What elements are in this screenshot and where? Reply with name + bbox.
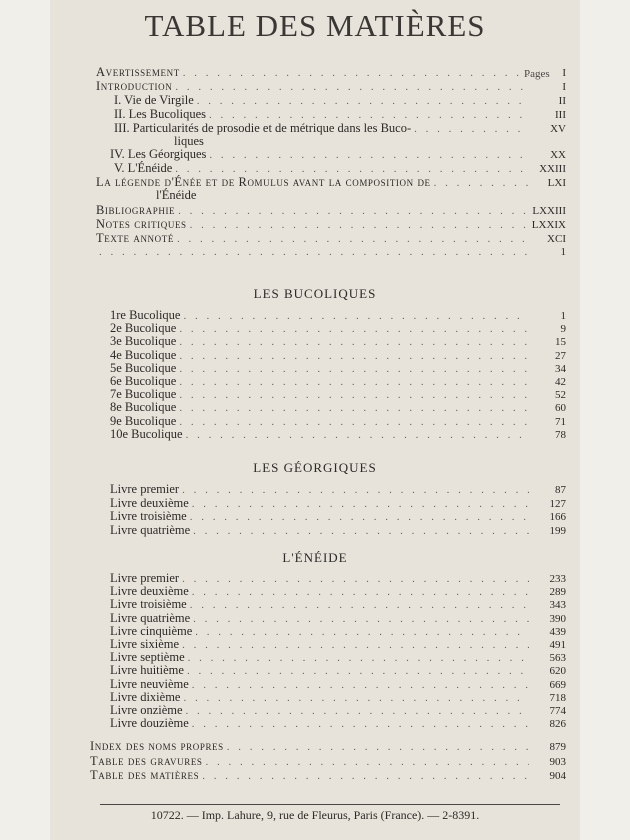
- eneide-entry-page-number: 774: [549, 705, 566, 717]
- front-entry-page-number: XV: [550, 123, 566, 135]
- bucolique-entry-row: [110, 375, 566, 389]
- front-entry-row: [96, 66, 566, 80]
- dot-leader: [197, 95, 529, 108]
- bucolique-entry-row: [110, 335, 566, 349]
- section-heading-bucoliques: LES BUCOLIQUES: [253, 286, 377, 301]
- section-heading-georgiques: LES GÉORGIQUES: [253, 460, 377, 475]
- dot-leader: [190, 511, 529, 524]
- front-entry-label: Bibliographie: [96, 203, 176, 217]
- eneide-entry-page-number: 289: [549, 586, 566, 599]
- bucolique-entry-label: 9e Bucolique: [110, 413, 177, 428]
- eneide-entry-label: Livre septième: [110, 650, 185, 665]
- back-entry-label: Table des gravures: [90, 754, 203, 768]
- georgique-entry-label: Livre quatrième: [110, 522, 191, 537]
- bucolique-entry-row: [110, 388, 566, 402]
- front-entry-page-number: XCI: [547, 233, 566, 245]
- back-entry-label: Table des matières: [90, 768, 200, 782]
- georgique-entry-page-number: 127: [549, 497, 566, 510]
- front-entry-page-number: 1: [560, 246, 566, 258]
- back-entry-page-number: 904: [549, 770, 566, 782]
- front-entry-row: [96, 232, 566, 246]
- bucolique-entry-row: [110, 428, 566, 442]
- back-entry-page-number: 879: [549, 741, 566, 753]
- bucolique-entry-label: 3e Bucolique: [110, 334, 177, 349]
- front-entry-page-number: I: [562, 67, 566, 79]
- eneide-entry-label: Livre dixième: [110, 689, 181, 704]
- dot-leader: [195, 626, 529, 639]
- eneide-entry-label: Livre onzième: [110, 703, 183, 717]
- dot-leader: [179, 376, 529, 389]
- front-entry-page-number: LXXIII: [532, 205, 566, 217]
- dot-leader: [182, 484, 529, 497]
- dot-leader: [192, 498, 529, 511]
- eneide-entry-label: Livre quatrième: [110, 610, 191, 625]
- front-entry-label: Notes critiques: [96, 217, 187, 231]
- front-entry-row: [114, 162, 566, 176]
- dot-leader: [192, 718, 529, 731]
- pages-column-label: Pages: [524, 68, 550, 80]
- page-title: TABLE DES MATIÈRES: [144, 8, 486, 43]
- back-entry-label: Index des noms propres: [90, 739, 224, 753]
- dot-leader: [179, 363, 529, 376]
- front-entry-label: La légende d'Énée et de Romulus avant la composition de: [96, 175, 431, 189]
- eneide-entry-page-number: 491: [549, 639, 566, 651]
- dot-leader: [434, 177, 529, 190]
- front-entry-label: I. Vie de Virgile: [114, 93, 194, 107]
- front-entry-row: [96, 80, 566, 94]
- dot-leader: [227, 741, 529, 754]
- printer-footer: 10722. — Imp. Lahure, 9, rue de Fleurus, Paris (France). — 2-8391.: [150, 808, 480, 822]
- front-entry-page-number: III: [555, 109, 566, 121]
- eneide-entry-page-number: 343: [549, 599, 566, 612]
- dot-leader: [414, 123, 529, 136]
- georgique-entry-row: [110, 510, 566, 524]
- front-entry-page-number: II: [558, 95, 566, 107]
- bucolique-entry-label: 5e Bucolique: [110, 360, 177, 375]
- eneide-entry-label: Livre troisième: [110, 597, 187, 612]
- dot-leader: [179, 416, 529, 429]
- bucolique-entry-row: [110, 349, 566, 363]
- eneide-entry-page-number: 620: [549, 665, 566, 678]
- dot-leader: [193, 613, 529, 626]
- front-entry-page-number: XX: [550, 149, 566, 161]
- dot-leader: [192, 586, 529, 599]
- bucolique-entry-label: 10e Bucolique: [110, 426, 183, 441]
- front-entry-label: Introduction: [96, 79, 173, 93]
- front-entry-continuation: liques: [174, 134, 204, 148]
- eneide-entry-page-number: 233: [549, 573, 566, 585]
- back-entry-row: [90, 755, 566, 769]
- georgique-entry-page-number: 87: [555, 484, 566, 496]
- dot-leader: [177, 233, 529, 246]
- bucolique-entry-page-number: 9: [560, 323, 566, 336]
- eneide-entry-label: Livre neuvième: [110, 676, 189, 691]
- georgique-entry-label: Livre deuxième: [110, 495, 189, 510]
- dot-leader: [179, 402, 529, 415]
- front-entry-label: Texte annoté: [96, 231, 174, 245]
- dot-leader: [192, 679, 529, 692]
- book-page: [50, 0, 580, 840]
- front-entry-label: Avertissement: [96, 65, 180, 79]
- dot-leader: [183, 692, 529, 705]
- front-entry-row: [96, 218, 566, 232]
- eneide-entry-page-number: 439: [549, 625, 566, 638]
- front-entry-row: [114, 108, 566, 122]
- back-entry-row: [90, 740, 566, 754]
- eneide-entry-page-number: 669: [549, 678, 566, 691]
- bucolique-entry-label: 1re Bucolique: [110, 308, 181, 322]
- eneide-entry-label: Livre huitième: [110, 663, 184, 678]
- dot-leader: [188, 652, 529, 665]
- georgique-entry-label: Livre troisième: [110, 509, 187, 523]
- bucolique-entry-page-number: 71: [555, 415, 566, 428]
- eneide-entry-label: Livre premier: [110, 571, 180, 585]
- front-entry-page-number: LXI: [547, 177, 566, 189]
- dot-leader: [178, 205, 529, 218]
- bucolique-entry-page-number: 15: [555, 336, 566, 349]
- dot-leader: [206, 756, 529, 769]
- bucolique-entry-page-number: 1: [560, 310, 566, 322]
- bucolique-entry-page-number: 78: [555, 428, 566, 441]
- dot-leader: [175, 81, 529, 94]
- bucolique-entry-label: 4e Bucolique: [110, 347, 177, 362]
- dot-leader: [186, 705, 529, 718]
- dot-leader: [190, 599, 529, 612]
- dot-leader: [99, 246, 529, 259]
- bucolique-entry-row: [110, 401, 566, 415]
- section-heading-eneide: L'ÉNÉIDE: [282, 550, 348, 565]
- dot-leader: [209, 149, 529, 162]
- eneide-entry-page-number: 718: [549, 691, 566, 704]
- bucolique-entry-label: 2e Bucolique: [110, 321, 177, 336]
- dot-leader: [187, 665, 529, 678]
- georgique-entry-label: Livre premier: [110, 482, 180, 496]
- back-entry-page-number: 903: [549, 756, 566, 768]
- bucolique-entry-page-number: 27: [555, 349, 566, 362]
- front-entry-label: IV. Les Géorgiques: [110, 147, 207, 161]
- bucolique-entry-label: 6e Bucolique: [110, 374, 177, 388]
- georgique-entry-row: [110, 483, 566, 497]
- back-entry-row: [90, 769, 566, 783]
- front-entry-row: [96, 246, 566, 259]
- eneide-entry-label: Livre douzième: [110, 716, 189, 731]
- eneide-entry-page-number: 390: [549, 612, 566, 625]
- front-entry-label: III. Particularités de prosodie et de métrique dans les Buco-: [114, 121, 412, 135]
- dot-leader: [179, 350, 529, 363]
- dot-leader: [179, 389, 529, 402]
- front-entry-label: II. Les Bucoliques: [114, 107, 206, 121]
- dot-leader: [183, 310, 529, 323]
- eneide-entry-label: Livre cinquième: [110, 623, 193, 638]
- dot-leader: [179, 323, 529, 336]
- dot-leader: [182, 573, 529, 586]
- dot-leader: [183, 67, 529, 80]
- eneide-entry-page-number: 563: [549, 652, 566, 665]
- bucolique-entry-row: [110, 309, 566, 323]
- front-entry-page-number: I: [562, 81, 566, 93]
- front-entry-row: [96, 204, 566, 218]
- eneide-entry-page-number: 826: [549, 718, 566, 731]
- bucolique-entry-page-number: 60: [555, 402, 566, 415]
- bucolique-entry-label: 7e Bucolique: [110, 387, 177, 402]
- eneide-entry-row: [110, 717, 566, 731]
- dot-leader: [179, 336, 529, 349]
- georgique-entry-page-number: 199: [549, 524, 566, 537]
- front-entry-label: V. L'Énéide: [114, 161, 173, 175]
- bucolique-entry-row: [110, 362, 566, 376]
- georgique-entry-row: [110, 524, 566, 538]
- bucolique-entry-row: [110, 322, 566, 336]
- dot-leader: [190, 219, 529, 232]
- bucolique-entry-page-number: 42: [555, 376, 566, 388]
- eneide-entry-label: Livre sixième: [110, 637, 180, 651]
- dot-leader: [202, 770, 529, 783]
- georgique-entry-page-number: 166: [549, 511, 566, 523]
- front-entry-row: [114, 94, 566, 108]
- front-entry-page-number: XXIII: [539, 163, 566, 175]
- front-entry-continuation: l'Énéide: [156, 188, 197, 202]
- front-entry-row: [110, 148, 566, 162]
- dot-leader: [186, 429, 529, 442]
- bucolique-entry-page-number: 52: [555, 389, 566, 402]
- dot-leader: [193, 525, 529, 538]
- eneide-entry-label: Livre deuxième: [110, 584, 189, 599]
- dot-leader: [182, 639, 529, 652]
- footer-divider: [100, 804, 560, 805]
- front-entry-page-number: LXXIX: [531, 219, 566, 231]
- bucolique-entry-label: 8e Bucolique: [110, 400, 177, 415]
- bucolique-entry-page-number: 34: [555, 362, 566, 375]
